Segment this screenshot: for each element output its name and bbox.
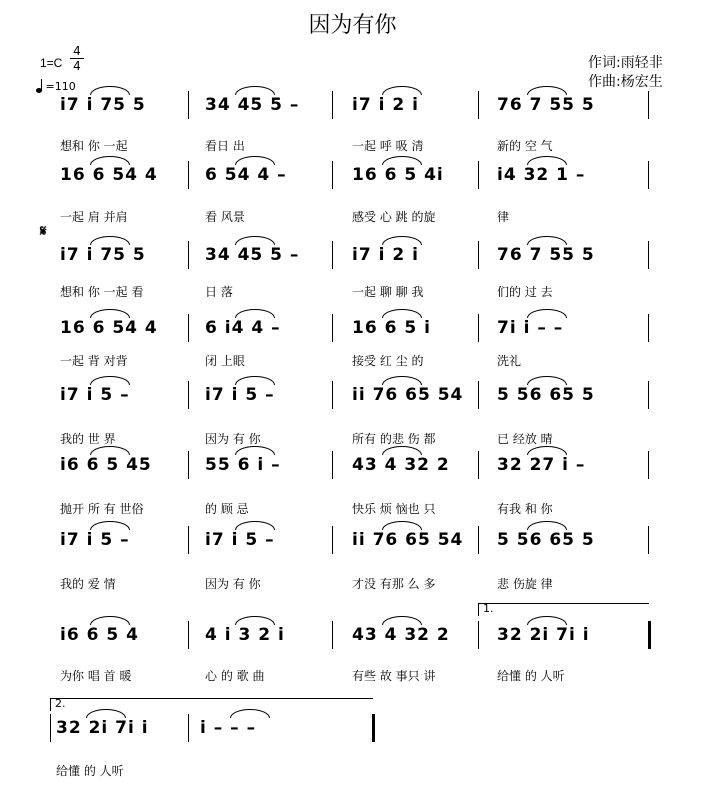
lyric-text: 日 落 <box>205 285 233 299</box>
barline <box>332 381 333 409</box>
note-group: i7 i 5 – <box>60 530 130 550</box>
note-group: 32 27 i – <box>497 455 586 475</box>
note-group: i7 i 5 – <box>205 530 275 550</box>
slur-arc <box>382 521 422 530</box>
tempo-mark <box>36 80 76 93</box>
note-group: 76 7 55 5 <box>497 95 595 115</box>
lyric-text: 新的 空 气 <box>497 139 553 153</box>
barline <box>478 526 479 554</box>
note-group: ii 76 65 54 <box>352 385 464 405</box>
barline <box>478 91 479 119</box>
slur-arc <box>382 616 422 625</box>
note-group: i7 i 5 – <box>60 385 130 405</box>
lyric-text: 律 <box>497 210 510 224</box>
note-group: 55 6 i – <box>205 455 281 475</box>
note-group: i7 i 2 i <box>352 95 419 115</box>
lyric-text: 们的 过 去 <box>497 285 553 299</box>
slur-arc <box>90 309 130 318</box>
lyric-text: 一起 肩 并肩 <box>60 210 128 224</box>
slur-arc <box>382 309 422 318</box>
lyric-text: 想和 你 一起 <box>60 139 128 153</box>
note-group: 16 6 5 4i <box>352 165 444 185</box>
note-group: i7 i 5 – <box>205 385 275 405</box>
barline <box>188 621 189 649</box>
lyric-text: 快乐 烦 恼也 只 <box>352 502 436 516</box>
quarter-note-icon <box>36 88 42 93</box>
note-group: 43 4 32 2 <box>352 625 450 645</box>
note-group: 4 i 3 2 i <box>205 625 285 645</box>
barline <box>332 621 333 649</box>
barline <box>648 91 649 119</box>
barline <box>332 91 333 119</box>
slur-arc <box>382 446 422 455</box>
volta-first <box>478 603 649 616</box>
slur-arc <box>90 156 130 165</box>
time-signature <box>70 44 84 73</box>
slur-arc <box>235 521 275 530</box>
slur-arc <box>382 86 422 95</box>
barline <box>188 241 189 269</box>
barline <box>372 714 375 742</box>
lyric-text: 有些 故 事只 讲 <box>352 669 436 683</box>
slur-arc <box>527 376 567 385</box>
barline <box>648 621 651 649</box>
barline <box>188 381 189 409</box>
note-group: 16 6 54 4 <box>60 318 158 338</box>
lyric-text: 我的 爱 情 <box>60 577 116 591</box>
note-group: 34 45 5 – <box>205 245 300 265</box>
barline <box>188 526 189 554</box>
barline <box>188 161 189 189</box>
slur-arc <box>90 236 130 245</box>
slur-arc <box>527 86 567 95</box>
barline <box>478 621 479 649</box>
note-group: 16 6 5 i <box>352 318 431 338</box>
lyric-text: 已 经放 晴 <box>497 432 553 446</box>
slur-arc <box>235 446 275 455</box>
note-group: i6 6 5 4 <box>60 625 139 645</box>
lyric-text: 一起 聊 聊 我 <box>352 285 424 299</box>
lyric-text: 因为 有 你 <box>205 577 261 591</box>
segno-icon: 𝄋 <box>40 222 47 240</box>
note-group: 5 56 65 5 <box>497 385 595 405</box>
barline <box>332 314 333 342</box>
slur-arc <box>527 616 567 625</box>
lyric-text: 心 的 歌 曲 <box>205 669 265 683</box>
barline <box>332 241 333 269</box>
slur-arc <box>527 156 567 165</box>
note-group: 34 45 5 – <box>205 95 300 115</box>
barline <box>332 161 333 189</box>
barline <box>478 314 479 342</box>
song-title: 因为有你 <box>308 13 397 38</box>
credits <box>588 54 663 92</box>
slur-arc <box>527 309 567 318</box>
time-sig-denominator: 4 <box>70 58 84 73</box>
barline <box>188 451 189 479</box>
note-group: 6 54 4 – <box>205 165 287 185</box>
slur-arc <box>235 616 275 625</box>
lyric-text: 才没 有那 么 多 <box>352 577 436 591</box>
slur-arc <box>382 156 422 165</box>
barline <box>478 381 479 409</box>
slur-arc <box>382 236 422 245</box>
tempo-value: =110 <box>45 80 76 93</box>
key-signature: 1=C <box>40 56 63 70</box>
lyric-text: 悲 伤旋 律 <box>497 577 553 591</box>
lyric-text: 看 风景 <box>205 210 245 224</box>
slur-arc <box>235 86 275 95</box>
lyricist: 作词:雨轻非 <box>588 55 663 71</box>
barline <box>648 451 649 479</box>
barline <box>648 314 649 342</box>
slur-arc <box>235 156 275 165</box>
lyric-text: 闭 上眼 <box>205 354 245 368</box>
note-group: i7 i 2 i <box>352 245 419 265</box>
barline <box>332 526 333 554</box>
barline <box>478 241 479 269</box>
lyric-text: 洗礼 <box>497 354 522 368</box>
volta-second <box>50 698 373 711</box>
time-sig-numerator: 4 <box>73 44 81 58</box>
note-group: 32 2i 7i i <box>497 625 590 645</box>
barline <box>332 451 333 479</box>
note-group: i7 i 75 5 <box>60 95 146 115</box>
slur-arc <box>527 521 567 530</box>
volta-first-label: 1. <box>483 602 494 615</box>
lyric-text: 抛开 所 有 世俗 <box>60 502 144 516</box>
barline <box>188 314 189 342</box>
note-group: 6 i4 4 – <box>205 318 281 338</box>
lyric-text: 接受 红 尘 的 <box>352 354 424 368</box>
note-group: 76 7 55 5 <box>497 245 595 265</box>
slur-arc <box>90 616 130 625</box>
barline <box>478 161 479 189</box>
barline <box>188 714 189 742</box>
slur-arc <box>527 236 567 245</box>
slur-arc <box>235 236 275 245</box>
lyric-text: 一起 背 对背 <box>60 354 128 368</box>
note-group: i – – – <box>200 718 257 738</box>
slur-arc <box>90 521 130 530</box>
slur-arc <box>235 309 275 318</box>
lyric-text: 看日 出 <box>205 139 245 153</box>
lyric-text: 的 顾 忌 <box>205 502 249 516</box>
slur-arc <box>382 376 422 385</box>
lyric-text: 因为 有 你 <box>205 432 261 446</box>
slur-arc <box>90 446 130 455</box>
note-group: 32 2i 7i i <box>56 718 149 738</box>
note-group: ii 76 65 54 <box>352 530 464 550</box>
barline <box>50 714 51 742</box>
lyric-text: 一起 呼 吸 清 <box>352 139 424 153</box>
volta-second-label: 2. <box>55 697 66 710</box>
note-group: i4 32 1 – <box>497 165 586 185</box>
note-group: i6 6 5 45 <box>60 455 152 475</box>
note-group: i7 i 75 5 <box>60 245 146 265</box>
lyric-text: 给懂 的 人听 <box>56 764 124 778</box>
note-group: 7i i – – <box>497 318 564 338</box>
slur-arc <box>90 86 130 95</box>
barline <box>648 526 649 554</box>
slur-arc <box>527 446 567 455</box>
barline <box>648 241 649 269</box>
note-group: 5 56 65 5 <box>497 530 595 550</box>
lyric-text: 所有 的悲 伤 都 <box>352 432 436 446</box>
lyric-text: 给懂 的 人听 <box>497 669 565 683</box>
lyric-text: 我的 世 界 <box>60 432 116 446</box>
barline <box>188 91 189 119</box>
note-group: 43 4 32 2 <box>352 455 450 475</box>
lyric-text: 有我 和 你 <box>497 502 553 516</box>
slur-arc <box>90 376 130 385</box>
lyric-text: 感受 心 跳 的旋 <box>352 210 436 224</box>
note-group: 16 6 54 4 <box>60 165 158 185</box>
barline <box>478 451 479 479</box>
slur-arc <box>235 376 275 385</box>
barline <box>648 161 649 189</box>
lyric-text: 为你 唱 首 暖 <box>60 669 132 683</box>
composer: 作曲:杨宏生 <box>588 74 663 90</box>
barline <box>648 381 649 409</box>
lyric-text: 想和 你 一起 看 <box>60 285 144 299</box>
